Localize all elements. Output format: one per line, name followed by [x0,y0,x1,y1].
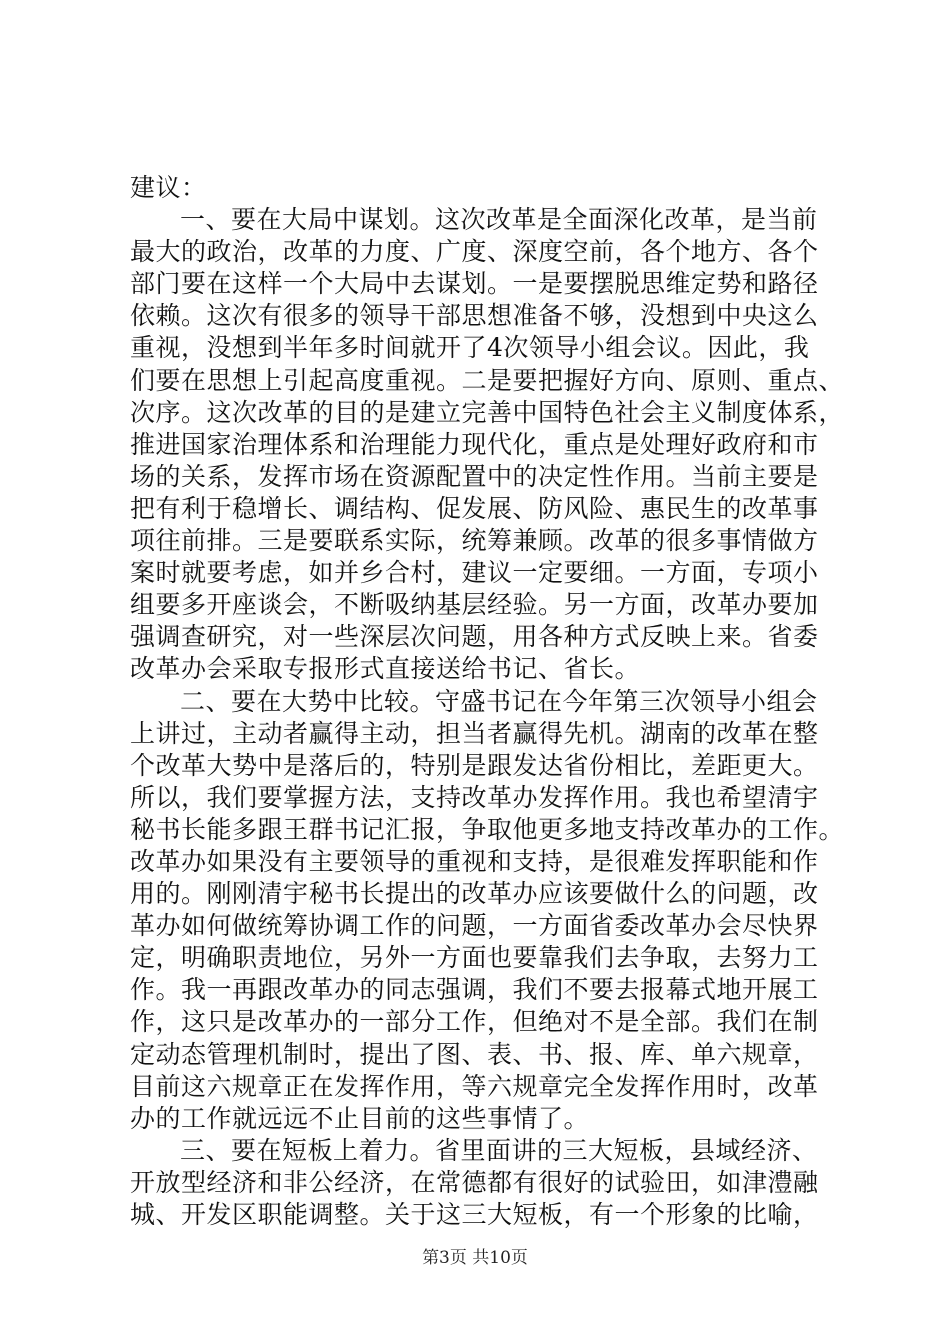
text-line: 把有利于稳增长、调结构、促发展、防风险、惠民生的改革事 [130,493,819,523]
text-line: 建议： [130,173,207,202]
text-line: 组要多开座谈会，不断吸纳基层经验。另一方面，改革办要加 [130,590,819,620]
text-line: 部门要在这样一个大局中去谋划。一是要摆脱思维定势和路径 [130,269,819,299]
text-line: 个改革大势中是落后的，特别是跟发达省份相比，差距更大。 [130,750,819,780]
text-line: 们要在思想上引起高度重视。二是要把握好方向、原则、重点、 [130,365,845,395]
text-line: 三、要在短板上着力。省里面讲的三大短板，县域经济、 [180,1135,818,1165]
document-body [130,172,845,1231]
text-line: 定，明确职责地位，另外一方面也要靠我们去争取，去努力工 [130,943,819,973]
text-line: 二、要在大势中比较。守盛书记在今年第三次领导小组会 [180,686,818,716]
text-line: 秘书长能多跟王群书记汇报，争取他更多地支持改革办的工作。 [130,814,845,844]
text-line: 用的。刚刚清宇秘书长提出的改革办应该要做什么的问题，改 [130,879,819,909]
text-line: 重视，没想到半年多时间就开了4次领导小组会议。因此，我 [130,333,810,363]
text-line: 推进国家治理体系和治理能力现代化，重点是处理好政府和市 [130,429,819,459]
text-line: 案时就要考虑，如并乡合村，建议一定要细。一方面，专项小 [130,558,819,588]
text-line: 改革办如果没有主要领导的重视和支持，是很难发挥职能和作 [130,846,819,876]
text-line: 目前这六规章正在发挥作用，等六规章完全发挥作用时，改革 [130,1071,819,1101]
text-line: 次序。这次改革的目的是建立完善中国特色社会主义制度体系， [130,397,845,427]
page-footer: 第3页 共10页 [422,1248,528,1268]
text-line: 作。我一再跟改革办的同志强调，我们不要去报幕式地开展工 [130,975,819,1005]
text-line: 依赖。这次有很多的领导干部思想准备不够，没想到中央这么 [130,301,819,331]
text-line: 强调查研究，对一些深层次问题，用各种方式反映上来。省委 [130,622,819,652]
text-line: 作，这只是改革办的一部分工作，但绝对不是全部。我们在制 [130,1007,819,1037]
text-line: 场的关系，发挥市场在资源配置中的决定性作用。当前主要是 [130,461,819,491]
text-line: 开放型经济和非公经济，在常德都有很好的试验田，如津澧融 [130,1167,819,1197]
text-line: 办的工作就远远不止目前的这些事情了。 [130,1103,590,1133]
text-line: 最大的政治，改革的力度、广度、深度空前，各个地方、各个 [130,237,819,267]
text-line: 所以，我们要掌握方法，支持改革办发挥作用。我也希望清宇 [130,782,819,812]
text-line: 项往前排。三是要联系实际，统筹兼顾。改革的很多事情做方 [130,526,819,556]
text-line: 一、要在大局中谋划。这次改革是全面深化改革，是当前 [180,205,818,235]
text-line: 改革办会采取专报形式直接送给书记、省长。 [130,654,641,684]
text-line: 上讲过，主动者赢得主动，担当者赢得先机。湖南的改革在整 [130,718,819,748]
text-line: 城、开发区职能调整。关于这三大短板，有一个形象的比喻， [130,1200,819,1229]
text-line: 定动态管理机制时，提出了图、表、书、报、库、单六规章， [130,1039,819,1069]
text-line: 革办如何做统筹协调工作的问题，一方面省委改革办会尽快界 [130,911,819,941]
